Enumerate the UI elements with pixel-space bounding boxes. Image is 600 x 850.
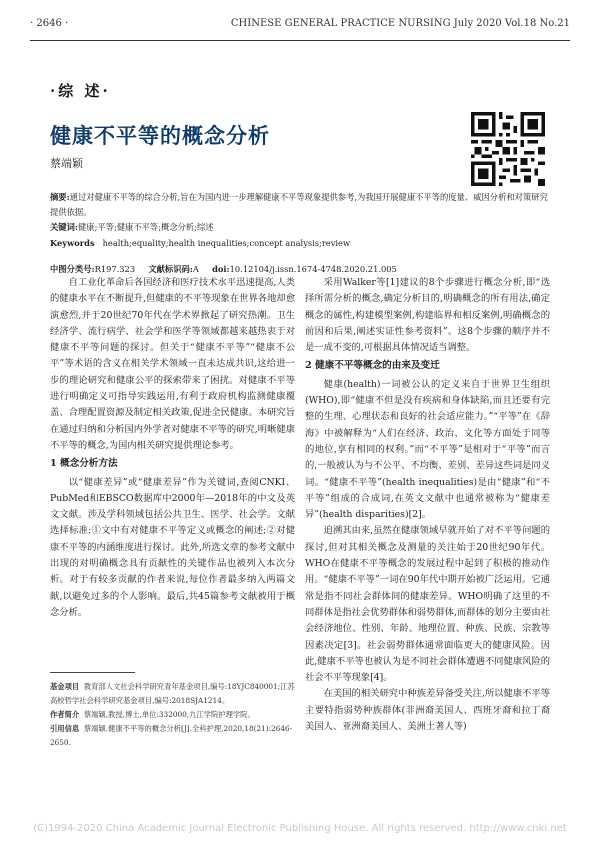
footnotes [50, 680, 295, 750]
paragraph: 追溯其由来,虽然在健康领域早就开始了对不平等问题的探讨,但对其相关概念及测量的关注始于20世纪90年代。WHO在健康不平等概念的发展过程中起到了积极的推动作用。“健康不平等”一词在90年代中期开始被广泛运用。它通常是指不同社会群体间的健康差异。WHO明确了这里的不同群体是指社会优势群体和弱势群体,而群体的划分主要由社会经济地位、性别、年龄、地理位置、种族、民族、宗教等因素决定[3]。社会弱势群体通常面临更大的健康风险。因此,健康不平等也被认为是不同社会群体遭遇不同健康风险的社会不平等现象[4]。 [305, 525, 550, 684]
page-number: · 2646 · [30, 18, 69, 29]
author-info-text: 蔡端颖,教授,博士,单位:332000,九江学院护理学院。 [83, 710, 255, 719]
author-info [50, 708, 295, 722]
article-author: 蔡端颖 [50, 157, 83, 170]
paragraph: 在美国的相关研究中种族差异备受关注,所以健康不平等主要特指弱势种族群体(非洲裔美国人、西班牙裔和拉丁裔美国人、亚洲裔美国人、美洲土著人等) [305, 688, 550, 733]
keywords-cn [50, 220, 550, 235]
doc-code-label: 文献标识码: [148, 264, 193, 274]
abstract-label: 摘要: [50, 192, 70, 202]
citation-info [50, 722, 295, 750]
doi-label: doi: [212, 264, 230, 274]
footnote-divider [50, 672, 135, 673]
fund-info [50, 680, 295, 708]
abstract-text: 通过对健康不平等的综合分析,旨在为国内进一步理解健康不平等现象提供参考,为我国开展健康不平等的度量、威因分析和对策研究提供依据。 [50, 192, 548, 217]
right-column [305, 275, 550, 735]
paragraph: 采用Walker等[1]建议的8个步骤进行概念分析,即“选择所需分析的概念,确定分析目的,明确概念的所有用法,确定概念的属性,构建模型案例,构建临界和相反案例,明确概念的前因和后果,阐述实证性参考资料”。这8个步骤的顺序并不是一成不变的,可根据具体情况适当调整。 [305, 277, 550, 354]
paragraph: 以“健康差异”或“健康差异”作为关键词,查阅CNKI、PubMed和EBSCO数据库中2000年—2018年的中文及英文文献。涉及学科领域包括公共卫生、医学、社会学。文献选择标准:①文中有对健康不平等定义或概念的阐述;②对健康不平等的内涵维度进行探讨。此外,所选文章的参考文献中出现的对明确概念具有贡献性的关键作品也被列入本次分析。对于有较多贡献的作者来说,每位作者最多纳入两篇文献,以避免过多的个人影响。最后,共45篇参考文献被用于概念分析。 [50, 476, 295, 618]
keywords-cn-text: 健康;平等;健康不平等;概念分析;综述 [77, 222, 214, 232]
clc-label: 中图分类号: [50, 264, 95, 274]
paragraph: 健康(health)一词被公认的定义来自于世界卫生组织(WHO),即“健康不但是没有疾病和身体缺陷,而且还要有完整的生理、心理状态和良好的社会适应能力。”“平等”在《辞海》中被解释为“人们在经济、政治、文化等方面处于同等的地位,享有相同的权利。”而“不平等”是相对于“平等”而言的,一般被认为与不公平、不均衡、差别、差异这些词是同义词。“健康不平等”(health inequalities)是由“健康”和“不平等”组成的合成词,在英文文献中也通常被称为“健康差异”(health disparities)[2]。 [305, 378, 550, 521]
keywords-en-text: health;equality;health inequalities;concept analysis;review [102, 238, 351, 248]
section-tag: ·综 述· [50, 82, 111, 100]
fund-text: 教育部人文社会科学研究青年基金项目,编号:18YJC840001;江苏高校哲学社会科学研究基金项目,编号:2018SJA1214。 [50, 682, 295, 705]
header-divider [30, 40, 570, 41]
article-title: 健康不平等的概念分析 [50, 123, 270, 148]
left-column [50, 275, 295, 621]
section-heading: 1 概念分析方法 [50, 458, 118, 470]
clc-value: R197.323 [94, 264, 136, 274]
paragraph: 自工业化革命后各国经济和医疗技术水平迅速提高,人类的健康水平在不断提升,但健康的不平等现象在世界各地却愈演愈烈,并于20世纪70年代在学术界掀起了研究热潮。卫生经济学、流行病学、社会学和医学等领域都越来越热衷于对健康不平等问题的探讨。但关于“健康不平等”“健康不公平”等术语的含义在相关学术领域一直未达成共识,这给进一步的理论研究和健康公平的探索带来了困扰。对健康不平等进行明确定义可指导实践运用,有利于政府机构监测健康覆盖、合理配置资源及制定相关政策,促进全民健康。本研究旨在通过归纳和分析国内外学者对健康不平等的研究,明晰健康不平等的概念,为国内相关研究提供理论参考。 [50, 277, 295, 451]
keywords-cn-label: 关键词: [50, 222, 78, 232]
keywords-en-label: Keywords [50, 238, 95, 248]
doi-value: 10.12104/j.issn.1674-4748.2020.21.005 [229, 264, 397, 274]
copyright-footer: (C)1994-2020 China Academic Journal Electronic Publishing House. All rights reserved. http://www.cnki.net [33, 823, 567, 834]
fund-label: 基金项目 [50, 682, 80, 691]
abstract [50, 190, 550, 220]
qr-code-icon [471, 112, 545, 186]
doc-code-value: A [192, 264, 199, 274]
keywords-en [50, 236, 550, 251]
journal-header: CHINESE GENERAL PRACTICE NURSING July 2020 Vol.18 No.21 [230, 18, 570, 29]
author-info-label: 作者简介 [50, 710, 80, 719]
citation-text: 蔡端颖.健康不平等的概念分析[J].全科护理,2020,18(21):2646-2650. [50, 724, 293, 747]
citation-label: 引用信息 [50, 724, 80, 733]
section-heading: 2 健康不平等概念的由来及变迁 [305, 360, 440, 372]
